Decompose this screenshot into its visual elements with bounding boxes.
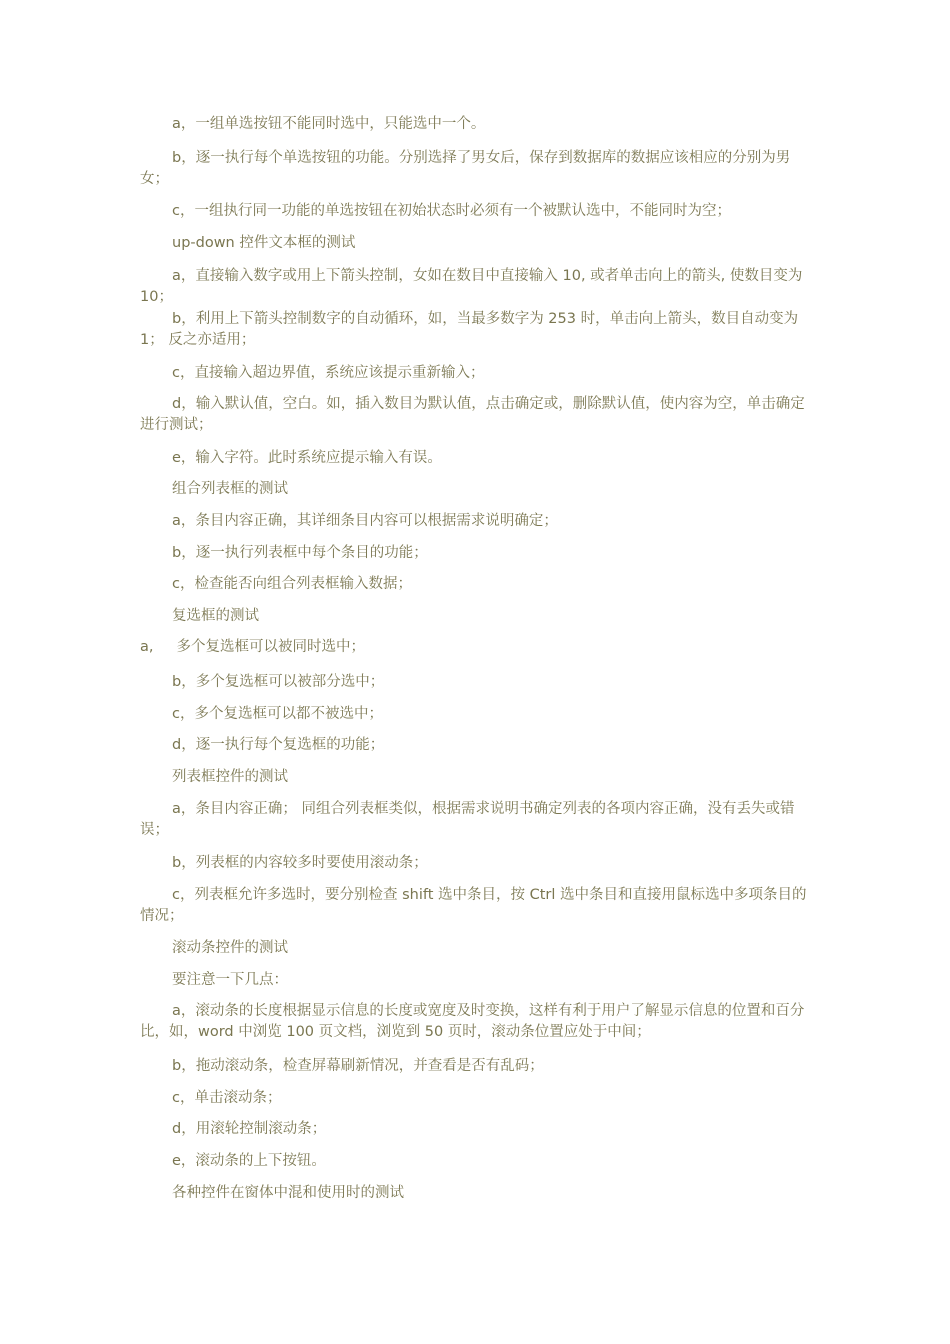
paragraph-checkbox-d: d，逐一执行每个复选框的功能； <box>172 737 385 753</box>
paragraph-scrollbar-e: e，滚动条的上下按钮。 <box>172 1153 326 1169</box>
heading-updown-test: up-down 控件文本框的测试 <box>172 235 356 251</box>
paragraph-listbox-a: a，条目内容正确； 同组合列表框类似，根据需求说明书确定列表的各项内容正确，没有丢失或错误； <box>140 801 795 838</box>
paragraph-updown-c: c，直接输入超边界值，系统应该提示重新输入； <box>172 365 485 381</box>
heading-checkbox-test: 复选框的测试 <box>172 608 259 624</box>
paragraph-checkbox-a: a, 多个复选框可以被同时选中； <box>140 639 366 655</box>
heading-scrollbar-test: 滚动条控件的测试 <box>172 940 288 956</box>
paragraph-scrollbar-d: d，用滚轮控制滚动条； <box>172 1121 327 1137</box>
paragraph-updown-e: e，输入字符。此时系统应提示输入有误。 <box>172 450 442 466</box>
paragraph-radio-c: c，一组执行同一功能的单选按钮在初始状态时必须有一个被默认选中，不能同时为空； <box>172 203 731 219</box>
paragraph-scrollbar-a: a，滚动条的长度根据显示信息的长度或宽度及时变换，这样有利于用户了解显示信息的位置和百分比，如，word 中浏览 100 页文档，浏览到 50 页时，滚动条位置应处于中间； <box>140 1003 805 1040</box>
paragraph-combo-b: b，逐一执行列表框中每个条目的功能； <box>172 545 428 561</box>
heading-mixed-controls-test: 各种控件在窗体中混和使用时的测试 <box>172 1185 404 1201</box>
paragraph-scrollbar-c: c，单击滚动条； <box>172 1090 282 1106</box>
paragraph-listbox-c: c，列表框允许多选时，要分别检查 shift 选中条目，按 Ctrl 选中条目和直接用鼠标选中多项条目的情况； <box>140 887 807 924</box>
paragraph-updown-b: b，利用上下箭头控制数字的自动循环，如，当最多数字为 253 时，单击向上箭头，数目自动变为 1； 反之亦适用； <box>140 311 799 348</box>
paragraph-listbox-b: b，列表框的内容较多时要使用滚动条； <box>172 855 428 871</box>
paragraph-combo-c: c，检查能否向组合列表框输入数据； <box>172 576 412 592</box>
paragraph-checkbox-b: b，多个复选框可以被部分选中； <box>172 674 385 690</box>
paragraph-checkbox-c: c，多个复选框可以都不被选中； <box>172 706 383 722</box>
paragraph-combo-a: a，条目内容正确，其详细条目内容可以根据需求说明确定； <box>172 513 558 529</box>
paragraph-scrollbar-b: b，拖动滚动条，检查屏幕刷新情况，并查看是否有乱码； <box>172 1058 544 1074</box>
paragraph-updown-d: d，输入默认值，空白。如，插入数目为默认值，点击确定或，删除默认值，使内容为空，单击确定进行测试； <box>140 396 805 433</box>
paragraph-radio-a: a，一组单选按钮不能同时选中，只能选中一个。 <box>172 116 486 132</box>
heading-combo-list-test: 组合列表框的测试 <box>172 481 288 497</box>
paragraph-updown-a: a，直接输入数字或用上下箭头控制，女如在数目中直接输入 10, 或者单击向上的箭头, 使数目变为 10； <box>140 268 803 305</box>
paragraph-radio-b: b，逐一执行每个单选按钮的功能。分别选择了男女后，保存到数据库的数据应该相应的分别为男女； <box>140 150 791 187</box>
paragraph-scrollbar-note: 要注意一下几点： <box>172 972 288 988</box>
heading-listbox-test: 列表框控件的测试 <box>172 769 288 785</box>
